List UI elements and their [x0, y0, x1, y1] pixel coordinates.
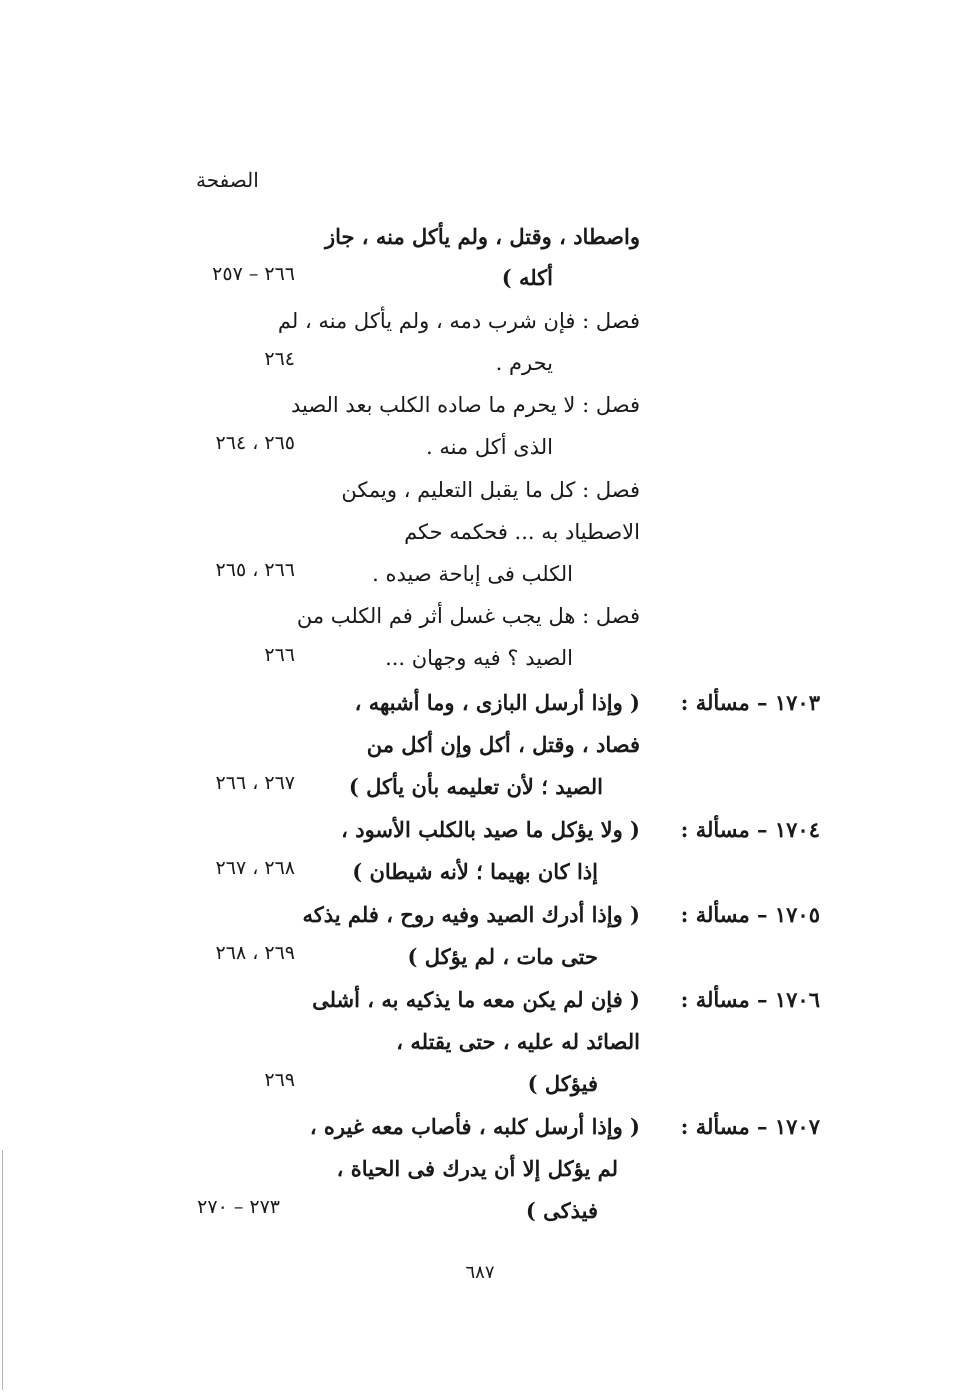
- entry-line: يحرم .: [495, 351, 553, 375]
- entry-line: فصل : هل يجب غسل أثر فم الكلب من: [296, 604, 640, 628]
- entry-pages: ٢٦٩: [264, 1069, 295, 1091]
- entry-line: ( وإذا أرسل البازى ، وما أشبهه ،: [354, 690, 640, 715]
- entry-pages: ٢٦٦: [264, 644, 295, 666]
- masala-label: ١٧٠٥ – مسألة :: [680, 902, 820, 927]
- entry-pages: ٢٦٩ ، ٢٦٨: [215, 942, 295, 964]
- entry-line: حتى مات ، لم يؤكل ): [407, 944, 598, 969]
- entry-pages: ٢٦٨ ، ٢٦٧: [215, 857, 295, 879]
- entry-pages: ٢٦٦ ، ٢٦٥: [215, 559, 295, 581]
- entry-pages: ٢٦٦ – ٢٥٧: [212, 263, 295, 285]
- entry-line: ( وإذا أدرك الصيد وفيه روح ، فلم يذكه: [302, 902, 640, 927]
- entry-line: إذا كان بهيما ؛ لأنه شيطان ): [352, 859, 598, 884]
- entry-line: الكلب فى إباحة صيده .: [372, 562, 573, 586]
- masala-label: ١٧٠٦ – مسألة :: [680, 987, 820, 1012]
- entry-line: ( ولا يؤكل ما صيد بالكلب الأسود ،: [341, 817, 640, 842]
- page-column-header: الصفحة: [196, 168, 259, 192]
- entry-line: فيؤكل ): [527, 1071, 598, 1096]
- page-number: ٦٨٧: [465, 1262, 495, 1283]
- entry-line: الصيد ؟ فيه وجهان ...: [385, 646, 573, 670]
- entry-line: الصائد له عليه ، حتى يقتله ،: [396, 1029, 640, 1054]
- entry-line: الذى أكل منه .: [426, 435, 553, 459]
- entry-pages: ٢٦٥ ، ٢٦٤: [215, 432, 295, 454]
- entry-line: ( وإذا أرسل كلبه ، فأصاب معه غيره ،: [309, 1114, 640, 1139]
- entry-line: فصاد ، وقتل ، أكل وإن أكل من: [366, 732, 640, 757]
- entry-line: الاصطياد به ... فحكمه حكم: [404, 520, 640, 544]
- entry-pages: ٢٦٤: [264, 348, 295, 370]
- entry-line: أكله ): [501, 265, 553, 290]
- masala-label: ١٧٠٧ – مسألة :: [680, 1114, 820, 1139]
- entry-line: ( فإن لم يكن معه ما يذكيه به ، أشلى: [312, 987, 640, 1012]
- masala-label: ١٧٠٣ – مسألة :: [680, 690, 820, 715]
- entry-pages: ٢٦٧ ، ٢٦٦: [215, 772, 295, 794]
- entry-line: لم يؤكل إلا أن يدرك فى الحياة ،: [336, 1156, 618, 1181]
- entry-line: فصل : فإن شرب دمه ، ولم يأكل منه ، لم: [277, 309, 640, 333]
- masala-label: ١٧٠٤ – مسألة :: [680, 817, 820, 842]
- entry-line: الصيد ؛ لأن تعليمه بأن يأكل ): [348, 774, 603, 799]
- entry-line: فيذكى ): [525, 1198, 598, 1223]
- page-edge-line: [2, 1150, 3, 1390]
- entry-pages: ٢٧٣ – ٢٧٠: [197, 1196, 280, 1218]
- entry-line: فصل : كل ما يقبل التعليم ، ويمكن: [341, 478, 640, 502]
- entry-line: فصل : لا يحرم ما صاده الكلب بعد الصيد: [290, 393, 640, 417]
- entry-line: واصطاد ، وقتل ، ولم يأكل منه ، جاز: [324, 224, 640, 249]
